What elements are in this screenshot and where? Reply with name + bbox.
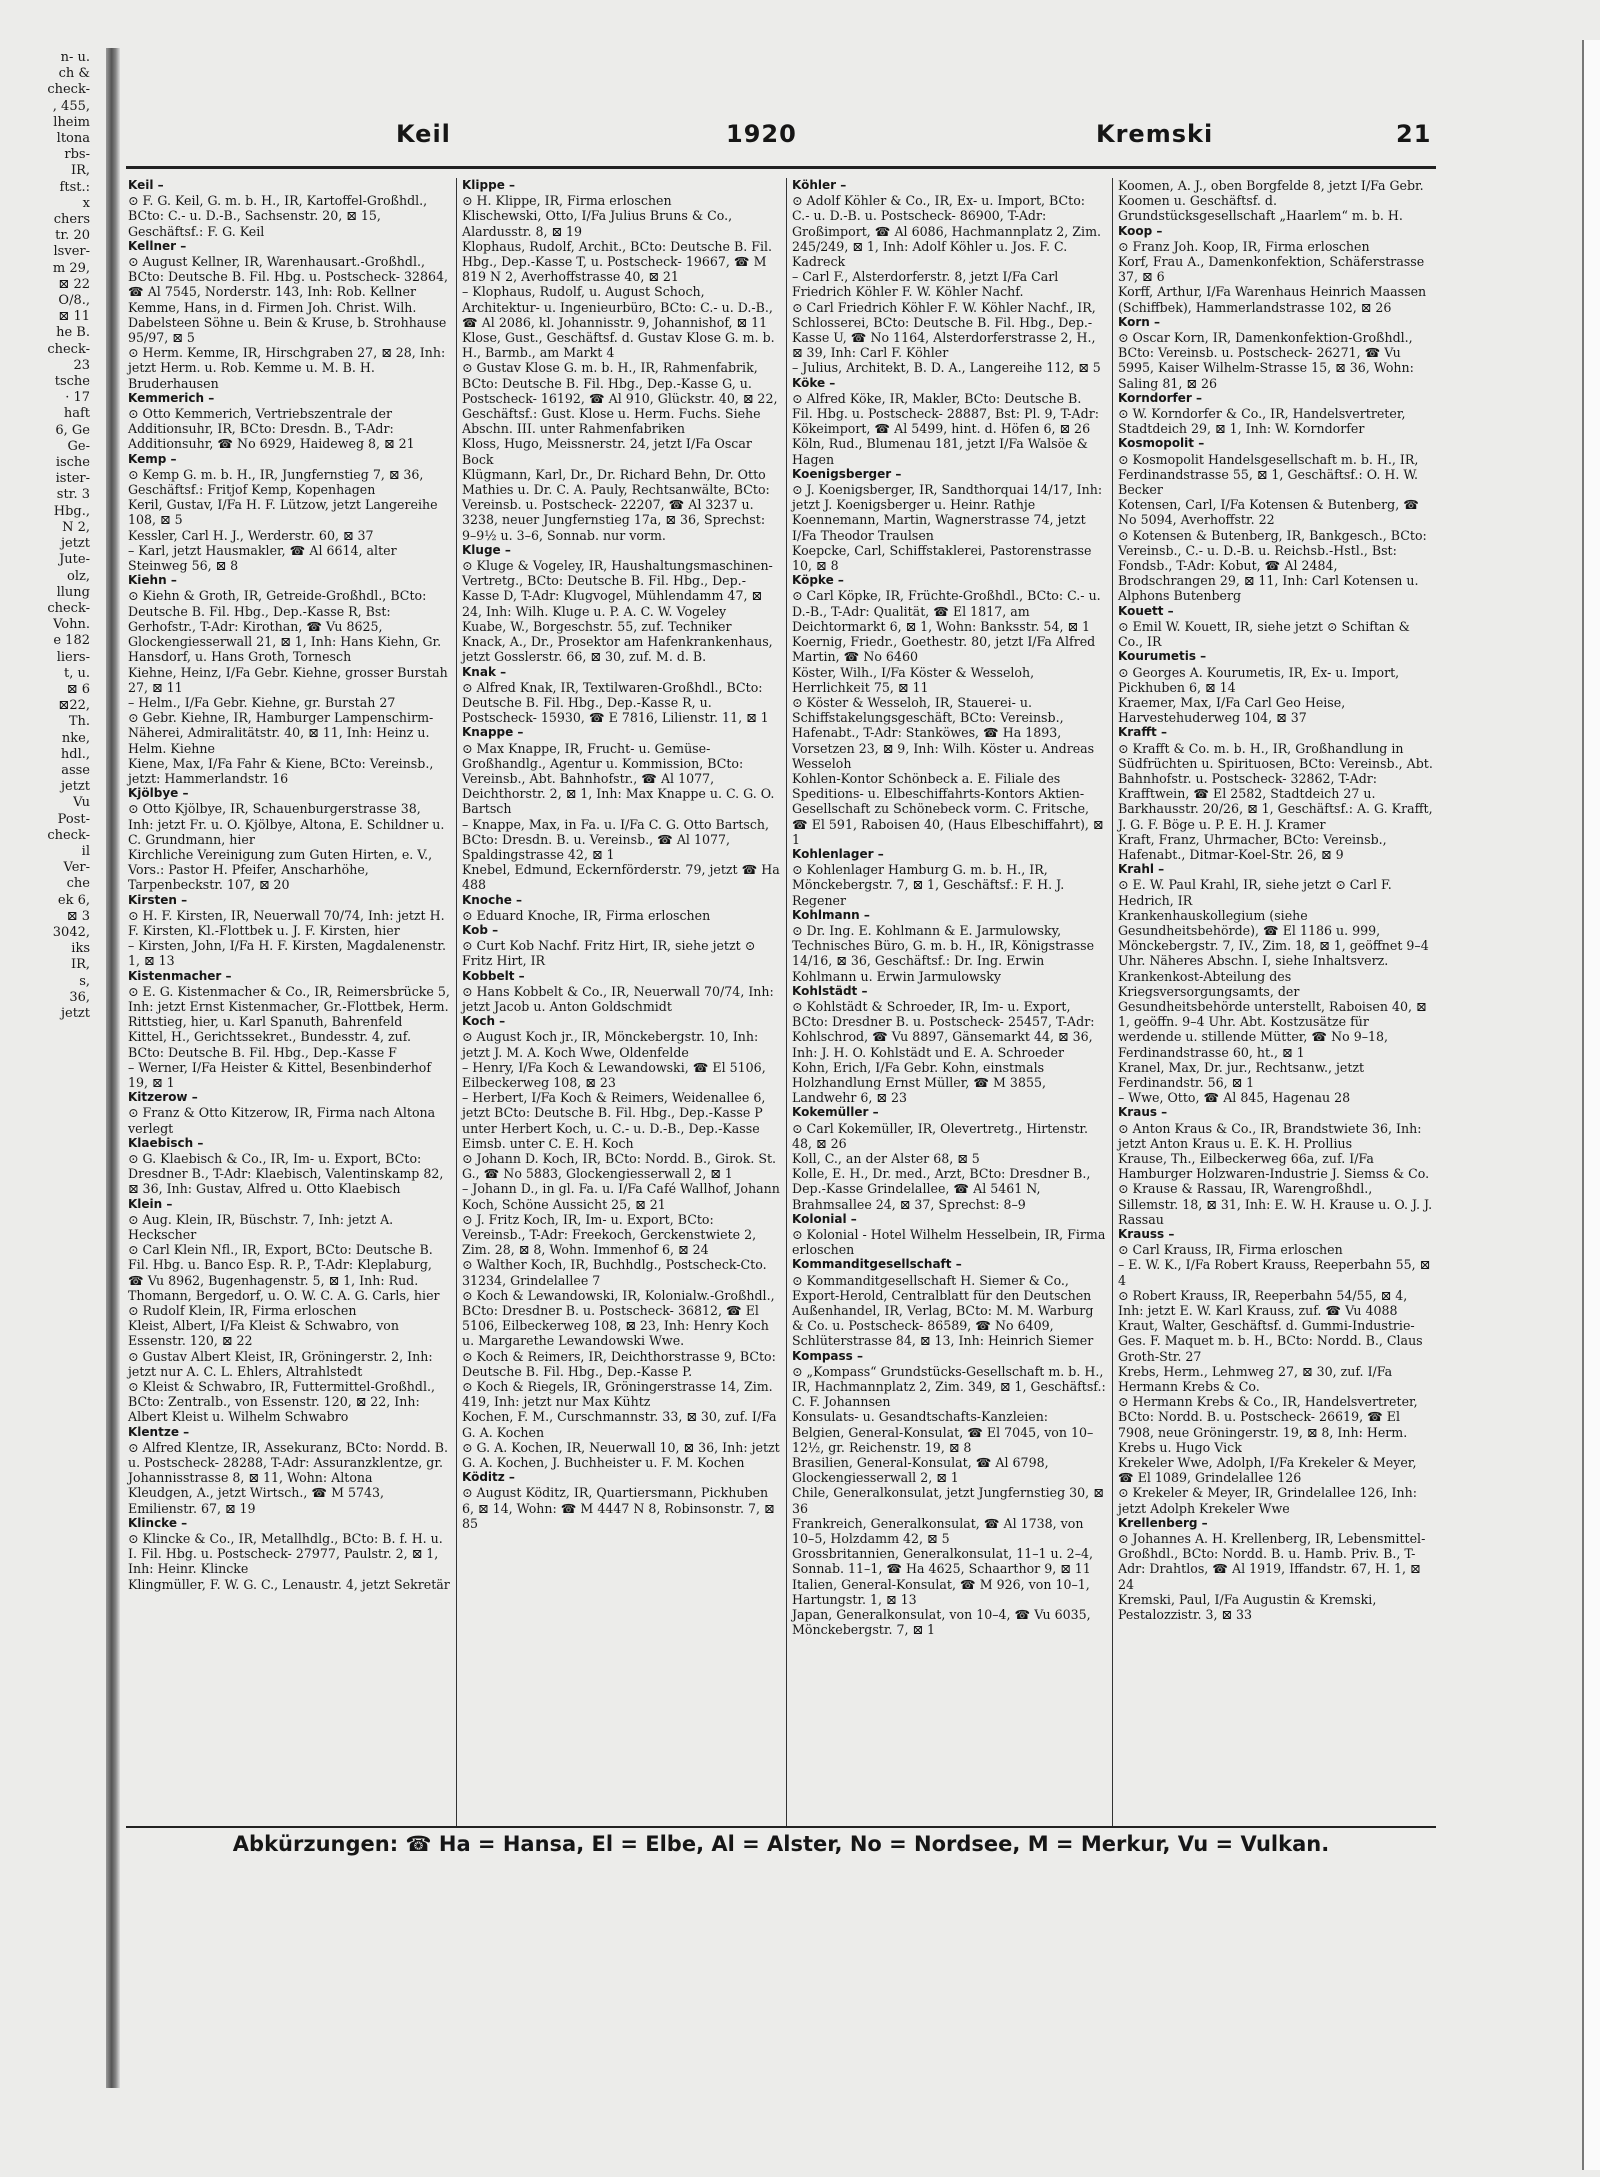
letter-heading: Kemmerich – [128,390,215,405]
letter-heading: Kosmopolit – [1118,436,1205,451]
letter-heading: Klaebisch – [128,1135,204,1150]
directory-entry: ⊙ Kluge & Vogeley, IR, Haushaltungsmaschinen-Vertretg., BCto: Deutsche B. Fil. Hbg., Dep.-Kasse D, T-Adr: Klugvogel, Mühlendamm 47, ⊠ 24, Inh: Wilh. Kluge u. P. A. C. W. Vogeley [462,558,773,619]
directory-entry: Krause, Th., Eilbeckerweg 66a, zuf. I/Fa Hamburger Holzwaren-Industrie J. Siemss & Co. [1118,1151,1430,1182]
previous-page-fragment [0,50,96,1950]
directory-entry: Koennemann, Martin, Wagnerstrasse 74, jetzt I/Fa Theodor Traulsen [792,512,1086,543]
column-3 [790,178,1108,1828]
directory-entry: ⊙ August Köditz, IR, Quartiersmann, Pickhuben 6, ⊠ 14, Wohn: ☎ M 4447 N 8, Robinsonstr. 7, ⊠ 85 [462,1485,775,1531]
directory-entry: ⊙ „Kompass“ Grundstücks-Gesellschaft m. b. H., IR, Hachmannplatz 2, Zim. 349, ⊠ 1, Geschäftsf.: C. F. Johannsen [792,1363,1106,1410]
previous-page-text: check- [47,827,90,843]
letter-heading: Koenigsberger – [792,466,902,481]
letter-heading: Krahl – [1118,862,1165,877]
letter-heading: Kommanditgesellschaft – [792,1257,962,1272]
directory-entry: ⊙ Aug. Klein, IR, Büschstr. 7, Inh: jetzt A. Heckscher [128,1211,394,1243]
letter-heading: Knoche – [462,892,523,907]
letter-heading: Kohlstädt – [792,983,868,998]
directory-entry: Kuabe, W., Borgeschstr. 55, zuf. Techniker [462,618,732,634]
letter-heading: Kompass – [792,1348,863,1363]
directory-entry: ⊙ Emil W. Kouett, IR, siehe jetzt ⊙ Schiftan & Co., IR [1118,618,1410,650]
directory-entry: ⊙ Kohlstädt & Schroeder, IR, Im- u. Export, BCto: Dresdner B. u. Postscheck- 25457, T-Adr: Kohlschrod, ☎ Vu 8897, Gänsemarkt 44, ⊠ 36, Inh: J. H. O. Kohlstädt und E. A. Schroeder [792,998,1095,1060]
directory-entry: ⊙ J. Fritz Koch, IR, Im- u. Export, BCto: Vereinsb., T-Adr: Freekoch, Gerckenstwiete 2, Zim. 28, ⊠ 8, Wohn. Immenhof 6, ⊠ 24 [462,1211,757,1258]
letter-heading: Köke – [792,375,836,390]
directory-entry: Belgien, General-Konsulat, ☎ El 7045, von 10–12½, gr. Reichenstr. 19, ⊠ 8 [792,1424,1094,1455]
directory-entry: Kloss, Hugo, Meissnerstr. 24, jetzt I/Fa Oscar Bock [462,436,752,467]
directory-entry: Klophaus, Rudolf, Archit., BCto: Deutsche B. Fil. Hbg., Dep.-Kasse T, u. Postscheck- 19667, ☎ M 819 N 2, Averhoffstrasse 40, ⊠ 21 [462,238,773,285]
previous-page-text: x [82,195,90,211]
directory-entry: Krankenkost-Abteilung des Kriegsversorgungsamts, der Gesundheitsbehörde unterstellt, Raboisen 40, ⊠ 1, geöffn. 9–4 Uhr. Abt. Kostzusätze für werdende u. stillende Mütter, ☎ No 9–18, Ferdinandstrasse 60, ht., ⊠ 1 [1118,968,1427,1060]
directory-entry: ⊙ Rudolf Klein, IR, Firma erloschen [128,1303,357,1319]
previous-page-text: str. 3 [56,487,90,503]
previous-page-text: ⊠ 11 [58,309,90,325]
letter-heading: Klein – [128,1196,173,1211]
previous-page-text: ⊠ 3 [66,908,90,924]
previous-page-text: nke, [61,730,90,746]
directory-page [126,110,1436,1990]
directory-entry: – Henry, I/Fa Koch & Lewandowski, ☎ El 5106, Eilbeckerweg 108, ⊠ 23 [462,1059,766,1090]
directory-entry: – Karl, jetzt Hausmakler, ☎ Al 6614, alter Steinweg 56, ⊠ 8 [128,542,397,574]
column-2 [460,178,782,1828]
directory-entry: ⊙ Anton Kraus & Co., IR, Brandstwiete 36, Inh: jetzt Anton Kraus u. E. K. H. Prollius [1118,1120,1422,1151]
directory-entry: Kolle, E. H., Dr. med., Arzt, BCto: Dresdner B., Dep.-Kasse Grindelallee, ☎ Al 5461 N, Brahmsallee 24, ⊠ 37, Sprechst: 8–9 [792,1166,1091,1212]
directory-entry: ⊙ Otto Kjölbye, IR, Schauenburgerstrasse 38, Inh: jetzt Fr. u. O. Kjölbye, Altona, E. Schildner u. C. Grundmann, hier [128,801,445,847]
column-divider [786,178,787,1828]
directory-entry: Grossbritannien, Generalkonsulat, 11–1 u. 2–4, Sonnab. 11–1, ☎ Ha 4625, Schaarthor 9, ⊠ 11 [792,1546,1094,1577]
letter-heading: Koch – [462,1014,506,1029]
directory-entry: – E. W. K., I/Fa Robert Krauss, Reeperbahn 55, ⊠ 4 [1118,1257,1431,1288]
directory-entry: Klügmann, Karl, Dr., Dr. Richard Behn, Dr. Otto Mathies u. Dr. C. A. Pauly, Rechtsanwälte, BCto: Vereinsb. u. Postscheck- 22207, ☎ Al 3237 u. 3238, neuer Jungfernstieg 17a, ⊠ 36, Sprechst: 9–9½ u. 3–6, Sonnab. nur vorm. [462,466,770,543]
previous-page-text: ⊠22, [58,698,90,714]
running-header [126,120,1436,160]
abbreviations-footer: Abkürzungen: ☎ Ha = Hansa, El = Elbe, Al = Alster, No = Nordsee, M = Merkur, Vu = Vulkan. [232,1832,1330,1856]
directory-entry: ⊙ Eduard Knoche, IR, Firma erloschen [462,907,711,923]
previous-page-text: IR, [70,957,90,973]
previous-page-text: ltona [56,131,90,147]
directory-entry: – Helm., I/Fa Gebr. Kiehne, gr. Burstah 27 [128,694,396,710]
letter-heading: Krafft – [1118,725,1167,740]
directory-entry: Koernig, Friedr., Goethestr. 80, jetzt I/Fa Alfred Martin, ☎ No 6460 [792,634,1096,665]
previous-page-text: tsche [54,374,90,390]
directory-entry: Kiehne, Heinz, I/Fa Gebr. Kiehne, grosser Burstah 27, ⊠ 11 [128,664,448,695]
directory-entry: ⊙ Curt Kob Nachf. Fritz Hirt, IR, siehe jetzt ⊙ Fritz Hirt, IR [462,938,756,969]
directory-entry: ⊙ Kemp G. m. b. H., IR, Jungfernstieg 7, ⊠ 36, Geschäftsf.: Fritjof Kemp, Kopenhagen [128,466,424,498]
directory-entry: Kohn, Erich, I/Fa Gebr. Kohn, einstmals Holzhandlung Ernst Müller, ☎ M 3855, Landwehr 6, ⊠ 23 [792,1059,1046,1106]
directory-entry: Koomen, A. J., oben Borgfelde 8, jetzt I/Fa Gebr. Koomen u. Geschäftsf. d. Grundstücksgesellschaft „Haarlem“ m. b. H. [1118,178,1424,224]
directory-entry: Krankenhauskollegium (siehe Gesundheitsbehörde), ☎ El 1186 u. 999, Mönckebergstr. 7, IV., Zim. 18, ⊠ 1, geöffnet 9–4 Uhr. Näheres Abschn. I, siehe Inhaltsverz. [1118,907,1429,969]
header-last-entry: Kremski [1096,120,1214,148]
previous-page-text: , 455, [52,98,90,114]
column-4 [1116,178,1436,1828]
previous-page-text: ftst.: [59,179,90,195]
previous-page-text: check- [47,341,90,357]
directory-entry: ⊙ Kommanditgesellschaft H. Siemer & Co., Export-Herold, Centralblatt für den Deutschen Außenhandel, IR, Verlag, BCto: M. M. Warburg & Co. u. Postscheck- 86589, ☎ No 6409, Schlüterstrasse 84, ⊠ 13, Inh: Heinrich Siemer [792,1272,1094,1349]
previous-page-text: N 2, [62,519,90,535]
directory-entry: ⊙ Franz Joh. Koop, IR, Firma erloschen [1118,238,1370,254]
directory-entry: Konsulats- u. Gesandtschafts-Kanzleien: [792,1409,1049,1425]
letter-heading: Klippe – [462,178,516,192]
directory-entry: – Johann D., in gl. Fa. u. I/Fa Café Wallhof, Johann Koch, Schöne Aussicht 25, ⊠ 21 [462,1181,780,1212]
directory-entry: ⊙ G. Klaebisch & Co., IR, Im- u. Export, BCto: Dresdner B., T-Adr: Klaebisch, Valentinskamp 82, ⊠ 36, Inh: Gustav, Alfred u. Otto Klaebisch [128,1151,444,1197]
directory-entry: Köln, Rud., Blumenau 181, jetzt I/Fa Walsöe & Hagen [792,436,1088,467]
directory-entry: ⊙ Kleist & Schwabro, IR, Futtermittel-Großhdl., BCto: Zentralb., von Essenstr. 120, ⊠ 22, Inh: Albert Kleist u. Wilhelm Schwabro [128,1379,435,1425]
directory-entry: ⊙ Carl Kokemüller, IR, Olevertretg., Hirtenstr. 48, ⊠ 26 [792,1120,1089,1151]
directory-entry: Koll, C., an der Alster 68, ⊠ 5 [792,1151,980,1166]
directory-entry: ⊙ Kohlenlager Hamburg G. m. b. H., IR, Mönckebergstr. 7, ⊠ 1, Geschäftsf.: F. H. J. Regener [792,862,1065,908]
directory-entry: Kraft, Franz, Uhrmacher, BCto: Vereinsb., Hafenabt., Ditmar-Koel-Str. 26, ⊠ 9 [1118,831,1387,862]
directory-entry: – Herbert, I/Fa Koch & Reimers, Weidenallee 6, jetzt BCto: Deutsche B. Fil. Hbg., Dep.-Kasse P unter Herbert Koch, u. C.- u. D.-B., Dep.-Kasse Eimsb. unter C. E. H. Koch [462,1090,766,1151]
previous-page-text: s, [79,973,90,989]
previous-page-text: il [81,843,90,859]
directory-entry: Frankreich, Generalkonsulat, ☎ Al 1738, von 10–5, Holzdamm 42, ⊠ 5 [792,1515,1084,1547]
previous-page-text: jetzt [60,779,90,795]
letter-heading: Kiehn – [128,573,177,588]
directory-entry: – Carl F., Alsterdorferstr. 8, jetzt I/Fa Carl Friedrich Köhler F. W. Köhler Nachf. [792,269,1059,300]
letter-heading: Kob – [462,922,499,937]
directory-entry: ⊙ Köster & Wesseloh, IR, Stauerei- u. Schiffstakelungsgeschäft, BCto: Vereinsb., Hafenabt., T-Adr: Stanköwes, ☎ Ha 1893, Vorsetzen 23, ⊠ 9, Inh: Wilh. Köster u. Andreas Wesseloh [792,694,1095,771]
directory-entry: ⊙ Franz & Otto Kitzerow, IR, Firma nach Altona verlegt [128,1105,436,1136]
previous-page-text: check- [47,600,90,616]
previous-page-text: · 17 [65,390,90,406]
directory-entry: ⊙ Robert Krauss, IR, Reeperbahn 54/55, ⊠ 4, Inh: jetzt E. W. Karl Krauss, zuf. ☎ Vu 4088 [1118,1287,1408,1319]
directory-entry: ⊙ F. G. Keil, G. m. b. H., IR, Kartoffel-Großhdl., BCto: C.- u. D.-B., Sachsenstr. 20, ⊠ 15, Geschäftsf.: F. G. Keil [128,193,428,239]
previous-page-text: ⊠ 6 [66,681,90,697]
directory-entry: ⊙ H. F. Kirsten, IR, Neuerwall 70/74, Inh: jetzt H. F. Kirsten, Kl.-Flottbek u. J. F. Kirsten, hier [128,907,445,938]
previous-page-text: Vu [73,795,90,811]
previous-page-text: che [66,876,90,892]
column-divider [456,178,457,1828]
footer-rule [126,1826,1436,1828]
directory-entry: ⊙ Kolonial - Hotel Wilhelm Hesselbein, IR, Firma erloschen [792,1227,1106,1258]
directory-entry: ⊙ Gebr. Kiehne, IR, Hamburger Lampenschirm-Näherei, Admiralitätstr. 40, ⊠ 11, Inh: Heinz u. Helm. Kiehne [128,710,434,756]
previous-page-text: ische [55,455,90,471]
letter-heading: Klentze – [128,1424,190,1439]
previous-page-text: haft [63,406,90,422]
directory-entry: ⊙ Alfred Klentze, IR, Assekuranz, BCto: Nordd. B. u. Postscheck- 28288, T-Adr: Assuranzklentze, gr. Johannisstrasse 8, ⊠ 11, Wohn: Altona [128,1439,449,1486]
directory-entry: ⊙ E. G. Kistenmacher & Co., IR, Reimersbrücke 5, Inh: jetzt Ernst Kistenmacher, Gr.-Flottbek, Herm. Rittstieg, hier, u. Karl Spanuth, Bahrenfeld [128,983,450,1030]
directory-entry: ⊙ Kosmopolit Handelsgesellschaft m. b. H., IR, Ferdinandstrasse 55, ⊠ 1, Geschäftsf.: O. H. W. Becker [1118,451,1419,498]
directory-entry: – Werner, I/Fa Heister & Kittel, Besenbinderhof 19, ⊠ 1 [128,1059,432,1090]
previous-page-text: liers- [56,649,90,665]
directory-entry: – Julius, Architekt, B. D. A., Langereihe 112, ⊠ 5 [792,360,1101,376]
directory-entry: ⊙ Johannes A. H. Krellenberg, IR, Lebensmittel-Großhdl., BCto: Nordd. B. u. Hamb. Priv. B., T-Adr: Drahtlos, ☎ Al 1919, Iffandstr. 67, H. 1, ⊠ 24 [1118,1531,1426,1592]
previous-page-text: Post- [57,811,90,827]
previous-page-text: lheim [53,114,90,130]
letter-heading: Kluge – [462,542,511,557]
directory-entry: ⊙ Krafft & Co. m. b. H., IR, Großhandlung in Südfrüchten u. Spirituosen, BCto: Vereinsb., Abt. Bahnhofstr. u. Postscheck- 32862, T-Adr: Krafftwein, ☎ El 2582, Stadtdeich 27 u. Barkhausstr. 20/26, ⊠ 1, Geschäftsf.: A. G. Krafft, J. G. F. Böge u. P. E. H. J. Kramer [1118,740,1433,832]
directory-entry: ⊙ J. Koenigsberger, IR, Sandthorquai 14/17, Inh: jetzt J. Koenigsberger u. Heinr. Rathje [792,482,1103,513]
directory-entry: ⊙ August Koch jr., IR, Mönckebergstr. 10, Inh: jetzt J. M. A. Koch Wwe, Oldenfelde [462,1029,759,1060]
directory-entry: ⊙ Carl Klein Nfl., IR, Export, BCto: Deutsche B. Fil. Hbg. u. Banco Esp. R. P., T-Adr: Kleplaburg, ☎ Vu 8962, Bugenhagenstr. 5, ⊠ 1, Inh: Rud. Thomann, Bergedorf, u. O. W. C. A. G. Carls, hier [128,1242,440,1303]
directory-entry: ⊙ Johann D. Koch, IR, BCto: Nordd. B., Girok. St. G., ☎ No 5883, Glockengiesserwall 2, ⊠ 1 [462,1151,777,1182]
previous-page-text: n- u. [60,50,90,65]
directory-entry: ⊙ Koch & Lewandowski, IR, Kolonialw.-Großhdl., BCto: Dresdner B. u. Postscheck- 36812, ☎ El 5106, Eilbeckerweg 108, ⊠ 23, Inh: Henry Koch u. Margarethe Lewandowski Wwe. [462,1287,775,1349]
directory-entry: ⊙ Carl Köpke, IR, Früchte-Großhdl., BCto: C.- u. D.-B., T-Adr: Qualität, ☎ El 1817, am Deichtormarkt 6, ⊠ 1, Wohn: Banksstr. 54, ⊠ 1 [792,588,1101,634]
previous-page-text: jetzt [60,1005,90,1021]
previous-page-text: t, u. [64,665,90,681]
header-year: 1920 [726,120,797,148]
directory-entry: Klose, Gust., Geschäftsf. d. Gustav Klose G. m. b. H., Barmb., am Markt 4 [462,330,775,361]
directory-entry: ⊙ Koch & Reimers, IR, Deichthorstrasse 9, BCto: Deutsche B. Fil. Hbg., Dep.-Kasse P. [462,1348,776,1379]
directory-entry: Kraut, Walter, Geschäftsf. d. Gummi-Industrie-Ges. F. Maquet m. b. H., BCto: Nordd. B., Claus Groth-Str. 27 [1118,1318,1423,1364]
directory-entry: ⊙ Hans Kobbelt & Co., IR, Neuerwall 70/74, Inh: jetzt Jacob u. Anton Goldschmidt [462,983,774,1014]
directory-entry: Köster, Wilh., I/Fa Köster & Wesseloh, Herrlichkeit 75, ⊠ 11 [792,664,1035,695]
directory-entry: Kirchliche Vereinigung zum Guten Hirten, e. V., Vors.: Pastor H. Pfeifer, Anscharhöhe, Tarpenbeckstr. 107, ⊠ 20 [128,846,433,893]
directory-entry: ⊙ Kotensen & Butenberg, IR, Bankgesch., BCto: Vereinsb., C.- u. D.-B. u. Reichsb.-Hstl., Bst: Fondsb., T-Adr: Kobut, ☎ Al 2484, Brodschrangen 29, ⊠ 11, Inh: Carl Kotensen u. Alphons Butenberg [1118,527,1427,604]
directory-entry: ⊙ Alfred Knak, IR, Textilwaren-Großhdl., BCto: Deutsche B. Fil. Hbg., Dep.-Kasse R, u. Postscheck- 15930, ☎ E 7816, Lilienstr. 11, ⊠ 1 [462,679,769,726]
page-number: 21 [1396,120,1432,148]
directory-entry: ⊙ E. W. Paul Krahl, IR, siehe jetzt ⊙ Carl F. Hedrich, IR [1118,877,1392,908]
directory-entry: – Wwe, Otto, ☎ Al 845, Hagenau 28 [1118,1090,1351,1106]
directory-entry: Brasilien, General-Konsulat, ☎ Al 6798, Glockengiesserwall 2, ⊠ 1 [792,1455,1049,1486]
directory-entry: ⊙ Georges A. Kourumetis, IR, Ex- u. Import, Pickhuben 6, ⊠ 14 [1118,664,1400,695]
directory-entry: ⊙ Oscar Korn, IR, Damenkonfektion-Großhdl., BCto: Vereinsb. u. Postscheck- 26271, ☎ Vu 5995, Kaiser Wilhelm-Strasse 15, ⊠ 36, Wohn: Saling 81, ⊠ 26 [1118,330,1414,391]
previous-page-text: ⊠ 22 [58,276,90,292]
directory-entry: Kraemer, Max, I/Fa Carl Geo Heise, Harvestehuderweg 104, ⊠ 37 [1118,694,1346,726]
letter-heading: Keil – [128,178,164,192]
directory-entry: Korff, Arthur, I/Fa Warenhaus Heinrich Maassen (Schiffbek), Hammerlandstrasse 102, ⊠ 26 [1118,284,1427,315]
letter-heading: Köpke – [792,573,844,588]
directory-entry: Kemme, Hans, in d. Firmen Joh. Christ. Wilh. Dabelsteen Söhne u. Bein & Kruse, b. Strohhause 95/97, ⊠ 5 [128,299,447,346]
directory-entry: Knebel, Edmund, Eckernförderstr. 79, jetzt ☎ Ha 488 [462,862,780,893]
previous-page-text: Hbg., [53,503,90,519]
letter-heading: Knak – [462,664,507,679]
directory-entry: Kleist, Albert, I/Fa Kleist & Schwabro, von Essenstr. 120, ⊠ 22 [128,1318,399,1349]
previous-page-text: check- [47,82,90,98]
previous-page-text: lsver- [53,244,90,260]
directory-entry: Klischewski, Otto, I/Fa Julius Bruns & Co., Alardusstr. 8, ⊠ 19 [462,208,733,239]
directory-entry: Kiene, Max, I/Fa Fahr & Kiene, BCto: Vereinsb., jetzt: Hammerlandstr. 16 [128,755,434,786]
previous-page-text: Vohn. [53,617,90,633]
previous-page-text: IR, [70,163,90,179]
directory-entry: ⊙ Carl Friedrich Köhler F. W. Köhler Nachf., IR, Schlosserei, BCto: Deutsche B. Fil. Hbg., Dep.-Kasse U, ☎ No 1164, Alsterdorferstrasse 2, H., ⊠ 39, Inh: Carl F. Köhler [792,299,1096,361]
previous-page-text: he B. [56,325,90,341]
column-1 [126,178,452,1828]
page-edge [1582,40,1600,2170]
previous-page-text: m 29, [52,260,90,276]
previous-page-text: tr. 20 [55,228,90,244]
directory-entry: – Klophaus, Rudolf, u. August Schoch, Architektur- u. Ingenieurbüro, BCto: C.- u. D.-B., ☎ Al 2086, kl. Johannisstr. 9, Johannishof, ⊠ 11 [462,284,773,330]
letter-heading: Kouett – [1118,603,1174,618]
letter-heading: Klincke – [128,1515,188,1530]
letter-heading: Kitzerow – [128,1090,198,1105]
letter-heading: Krauss – [1118,1227,1175,1242]
previous-page-text: asse [61,762,90,778]
previous-page-text: 36, [69,989,90,1005]
previous-page-text: 23 [73,357,90,373]
previous-page-text: Th. [68,714,90,730]
previous-page-text: O/8., [58,293,90,309]
directory-entry: ⊙ Walther Koch, IR, Buchhdlg., Postscheck-Cto. 31234, Grindelallee 7 [462,1257,767,1288]
previous-page-text: chers [53,212,90,228]
letter-heading: Kolonial – [792,1211,857,1226]
previous-page-text: llung [56,584,90,600]
directory-entry: ⊙ Otto Kemmerich, Vertriebszentrale der Additionsuhr, IR, BCto: Dresdn. B., T-Adr: Additionsuhr, ☎ No 6929, Haideweg 8, ⊠ 21 [128,406,415,452]
directory-entry: Kohlen-Kontor Schönbeck a. E. Filiale des Speditions- u. Elbeschiffahrts-Kontors Aktien-Gesellschaft zu Schönebeck vorm. C. Fritsche, ☎ El 591, Raboisen 40, (Haus Elbeschiffahrt), ⊠ 1 [792,770,1104,847]
directory-entry: Knack, A., Dr., Prosektor am Hafenkrankenhaus, jetzt Gosslerstr. 66, ⊠ 30, zuf. M. d. B. [462,634,773,665]
directory-entry: ⊙ Hermann Krebs & Co., IR, Handelsvertreter, BCto: Nordd. B. u. Postscheck- 26619, ☎ El 7908, neue Gröningerstr. 19, ⊠ 8, Inh: Herm. Krebs u. Hugo Vick [1118,1394,1418,1455]
previous-page-text: e 182 [53,633,90,649]
directory-entry: ⊙ W. Korndorfer & Co., IR, Handelsvertreter, Stadtdeich 29, ⊠ 1, Inh: W. Korndorfer [1118,406,1406,437]
letter-heading: Kohlenlager – [792,846,884,861]
previous-page-text: hdl., [60,746,90,762]
directory-entry: ⊙ Gustav Klose G. m. b. H., IR, Rahmenfabrik, BCto: Deutsche B. Fil. Hbg., Dep.-Kasse G, u. Postscheck- 16192, ☎ Al 910, Glückstr. 40, ⊠ 22, Geschäftsf.: Gust. Klose u. Herm. Fuchs. Siehe Abschn. III. unter Rahmenfabriken [462,360,778,437]
letter-heading: Köditz – [462,1470,515,1485]
header-rule [126,166,1436,169]
letter-heading: Kirsten – [128,892,188,907]
directory-entry: Kotensen, Carl, I/Fa Kotensen & Butenberg, ☎ No 5094, Averhoffstr. 22 [1118,497,1419,528]
letter-heading: Kjölbye – [128,786,189,801]
directory-entry: ⊙ Gustav Albert Kleist, IR, Gröningerstr. 2, Inh: jetzt nur A. C. L. Ehlers, Altrahlstedt [128,1348,433,1379]
directory-entry: ⊙ Adolf Köhler & Co., IR, Ex- u. Import, BCto: C.- u. D.-B. u. Postscheck- 86900, T-Adr: Großimport, ☎ Al 6086, Hachmannplatz 2, Zim. 245/249, ⊠ 1, Inh: Adolf Köhler u. Jos. F. C. Kadreck [792,193,1102,270]
directory-entry: Kleudgen, A., jetzt Wirtsch., ☎ M 5743, Emilienstr. 67, ⊠ 19 [128,1485,385,1516]
directory-entry: ⊙ G. A. Kochen, IR, Neuerwall 10, ⊠ 36, Inh: jetzt G. A. Kochen, J. Buchheister u. F. M. Kochen [462,1439,780,1471]
directory-entry: ⊙ Max Knappe, IR, Frucht- u. Gemüse-Großhandlg., Agentur u. Kommission, BCto: Vereinsb., Abt. Bahnhofstr., ☎ Al 1077, Deichthorstr. 2, ⊠ 1, Inh: Max Knappe u. C. G. O. Bartsch [462,740,775,817]
letter-heading: Kohlmann – [792,907,870,922]
previous-page-text: Ver- [63,860,90,876]
directory-entry: – Knappe, Max, in Fa. u. I/Fa C. G. Otto Bartsch, BCto: Dresdn. B. u. Vereinsb., ☎ Al 1077, Spaldingstrasse 42, ⊠ 1 [462,816,770,862]
directory-entry: ⊙ Herm. Kemme, IR, Hirschgraben 27, ⊠ 28, Inh: jetzt Herm. u. Rob. Kemme u. M. B. H. Bruderhausen [128,345,446,391]
letter-heading: Kistenmacher – [128,968,232,983]
directory-entry: ⊙ Dr. Ing. E. Kohlmann & E. Jarmulowsky, Technisches Büro, G. m. b. H., IR, Königstrasse 14/16, ⊠ 36, Geschäftsf.: Dr. Ing. Erwin Kohlmann u. Erwin Jarmulowsky [792,922,1095,984]
column-divider [1112,178,1113,1828]
previous-page-text: ek 6, [57,892,90,908]
previous-page-text: ch & [58,66,90,82]
directory-entry: Koepcke, Carl, Schiffstaklerei, Pastorenstrasse 10, ⊠ 8 [792,542,1092,574]
directory-entry: Klingmüller, F. W. G. C., Lenaustr. 4, jetzt Sekretär [128,1576,450,1592]
directory-entry: Italien, General-Konsulat, ☎ M 926, von 10–1, Hartungstr. 1, ⊠ 13 [792,1576,1090,1607]
directory-entry: Korf, Frau A., Damenkonfektion, Schäferstrasse 37, ⊠ 6 [1118,254,1425,285]
letter-heading: Kemp – [128,451,177,466]
directory-entry: ⊙ Alfred Köke, IR, Makler, BCto: Deutsche B. Fil. Hbg. u. Postscheck- 28887, Bst: Pl. 9, T-Adr: Kökeimport, ☎ Al 5499, hint. d. Höfen 6, ⊠ 26 [792,390,1099,437]
directory-entry: ⊙ August Kellner, IR, Warenhausart.-Großhdl., BCto: Deutsche B. Fil. Hbg. u. Postscheck- 32864, ☎ Al 7545, Norderstr. 143, Inh: Rob. Kellner [128,254,449,300]
directory-entry: ⊙ Krekeler & Meyer, IR, Grindelallee 126, Inh: jetzt Adolph Krekeler Wwe [1118,1485,1417,1516]
directory-entry: Kremski, Paul, I/Fa Augustin & Kremski, Pestalozzistr. 3, ⊠ 33 [1118,1591,1377,1623]
directory-entry: Japan, Generalkonsulat, von 10–4, ☎ Vu 6035, Mönckebergstr. 7, ⊠ 1 [792,1607,1091,1638]
letter-heading: Koop – [1118,223,1163,238]
letter-heading: Kourumetis – [1118,649,1207,664]
directory-entry: Krekeler Wwe, Adolph, I/Fa Krekeler & Meyer, ☎ El 1089, Grindelallee 126 [1118,1455,1417,1486]
directory-entry: ⊙ H. Klippe, IR, Firma erloschen [462,193,672,209]
letter-heading: Korndorfer – [1118,390,1202,405]
directory-entry: ⊙ Krause & Rassau, IR, Warengroßhdl., Sillemstr. 18, ⊠ 31, Inh: E. W. H. Krause u. O. J. J. Rassau [1118,1181,1433,1227]
letter-heading: Kraus – [1118,1105,1168,1120]
letter-heading: Knappe – [462,725,524,740]
directory-entry: ⊙ Carl Krauss, IR, Firma erloschen [1118,1242,1343,1258]
previous-page-text: Jute- [59,552,90,568]
directory-entry: Kittel, H., Gerichtssekret., Bundesstr. 4, zuf. BCto: Deutsche B. Fil. Hbg., Dep.-Kasse F [128,1029,411,1060]
letter-heading: Korn – [1118,314,1160,329]
previous-page-text: Ge- [67,438,90,454]
directory-entry: Krebs, Herm., Lehmweg 27, ⊠ 30, zuf. I/Fa Hermann Krebs & Co. [1118,1363,1393,1395]
previous-page-text: jetzt [60,536,90,552]
directory-entry: Chile, Generalkonsulat, jetzt Jungfernstieg 30, ⊠ 36 [792,1485,1104,1516]
previous-page-text: 6, Ge [55,422,90,438]
letter-heading: Krellenberg – [1118,1515,1208,1530]
previous-page-text: rbs- [64,147,90,163]
letter-heading: Kokemüller – [792,1105,879,1120]
directory-entry: Kessler, Carl H. J., Werderstr. 60, ⊠ 37 [128,527,374,543]
previous-page-text: ister- [55,471,90,487]
previous-page-text: iks [71,941,90,957]
directory-entry: Kochen, F. M., Curschmannstr. 33, ⊠ 30, zuf. I/Fa G. A. Kochen [462,1409,777,1440]
directory-entry: Keril, Gustav, I/Fa H. F. Lützow, jetzt Langereihe 108, ⊠ 5 [128,497,438,528]
directory-entry: Kranel, Max, Dr. jur., Rechtsanw., jetzt Ferdinandstr. 56, ⊠ 1 [1118,1059,1365,1090]
directory-entry: ⊙ Koch & Riegels, IR, Gröningerstrasse 14, Zim. 419, Inh: jetzt nur Max Kühtz [462,1379,773,1410]
book-gutter [106,48,120,2088]
letter-heading: Kellner – [128,238,187,253]
directory-entry: ⊙ Klincke & Co., IR, Metallhdlg., BCto: B. f. H. u. I. Fil. Hbg. u. Postscheck- 27977, Paulstr. 2, ⊠ 1, Inh: Heinr. Klincke [128,1531,443,1577]
previous-page-text: olz, [67,568,90,584]
letter-heading: Kobbelt – [462,968,525,983]
header-first-entry: Keil [396,120,451,148]
directory-entry: ⊙ Kiehn & Groth, IR, Getreide-Großhdl., BCto: Deutsche B. Fil. Hbg., Dep.-Kasse R, Bst: Gerhofstr., T-Adr: Kirothan, ☎ Vu 8625, Glockengiesserwall 21, ⊠ 1, Inh: Hans Kiehn, Gr. Hansdorf, u. Hans Groth, Tornesch [128,588,442,665]
letter-heading: Köhler – [792,178,847,192]
previous-page-text: 3042, [52,924,90,940]
directory-entry: – Kirsten, John, I/Fa H. F. Kirsten, Magdalenenstr. 1, ⊠ 13 [128,938,446,969]
